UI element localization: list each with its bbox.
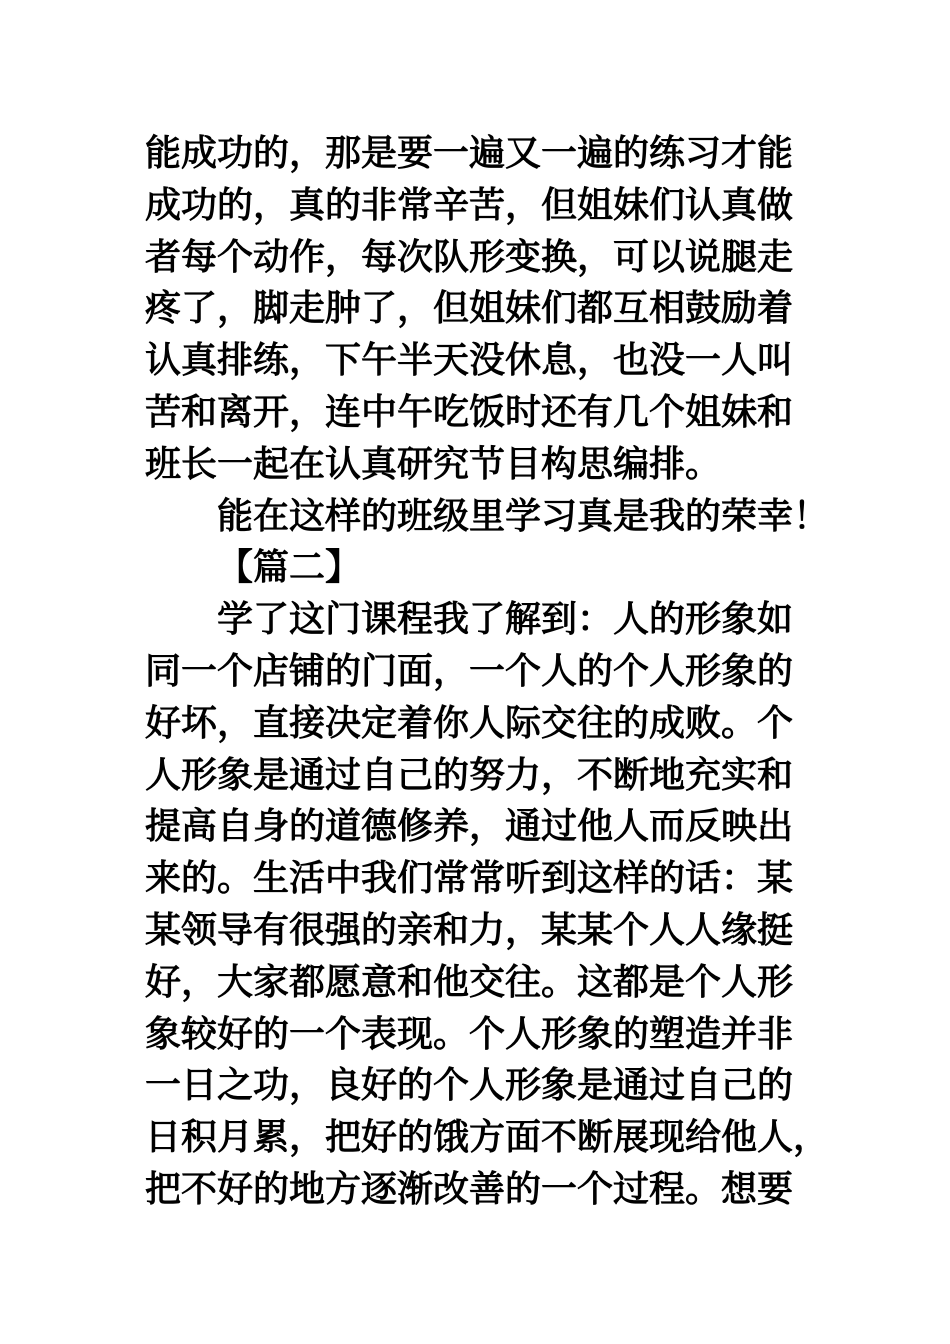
text-line: 班长一起在认真研究节目构思编排。 [145,443,722,485]
text-line: 学了这门课程我了解到：人的形象如 [217,599,794,641]
text-line: 同一个店铺的门面，一个人的个人形象的 [145,650,794,692]
text-line: 疼了，脚走肿了，但姐妹们都互相鼓励着 [145,288,794,330]
text-line: 把不好的地方逐渐改善的一个过程。想要 [145,1168,794,1210]
text-line: 提高自身的道德修养，通过他人而反映出 [145,806,794,848]
text-line: 能在这样的班级里学习真是我的荣幸！ [217,495,830,537]
text-line: 认真排练，下午半天没休息，也没一人叫 [145,340,794,382]
document-body [145,128,830,1216]
text-line: 能成功的，那是要一遍又一遍的练习才能 [145,133,794,174]
text-line: 者每个动作，每次队形变换，可以说腿走 [145,236,794,278]
text-line: 一日之功，良好的个人形象是通过自己的 [145,1065,794,1107]
text-line: 苦和离开，连中午吃饭时还有几个姐妹和 [145,391,794,433]
text-line: 好，大家都愿意和他交往。这都是个人形 [145,961,794,1003]
text-line: 好坏，直接决定着你人际交往的成败。个 [145,702,794,744]
text-line: 来的。生活中我们常常听到这样的话：某 [145,858,794,900]
text-line: 日积月累，把好的饿方面不断展现给他人， [145,1117,830,1159]
text-line: 象较好的一个表现。个人形象的塑造并非 [145,1013,794,1055]
section-heading: 【篇二】 [217,547,362,589]
text-line: 人形象是通过自己的努力，不断地充实和 [145,754,794,796]
text-line: 某领导有很强的亲和力，某某个人人缘挺 [145,909,794,951]
text-line: 成功的，真的非常辛苦，但姐妹们认真做 [145,184,794,226]
